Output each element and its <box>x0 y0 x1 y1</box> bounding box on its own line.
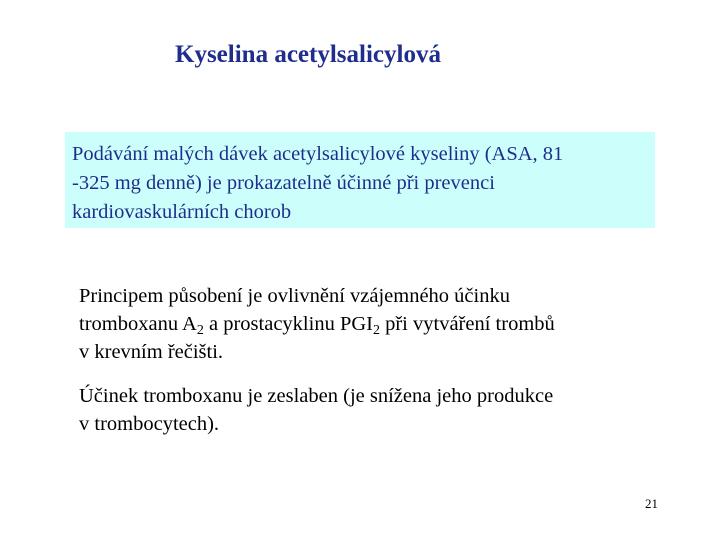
highlight-line: kardiovaskulárních chorob <box>72 201 292 223</box>
paragraph-line: v krevním řečišti. <box>79 341 224 363</box>
paragraph-mechanism <box>79 282 555 366</box>
slide-title: Kyselina acetylsalicylová <box>175 41 441 68</box>
paragraph-line: Principem působení je ovlivnění vzájemného účinku <box>79 285 510 307</box>
paragraph-line <box>79 310 555 338</box>
text-segment: a prostacyklinu PGI <box>203 313 373 335</box>
subscript: 2 <box>196 323 204 338</box>
text-segment: při vytváření trombů <box>379 313 555 335</box>
text-segment: tromboxanu A <box>79 313 197 335</box>
page-number: 21 <box>645 496 658 511</box>
highlight-box <box>65 132 655 228</box>
paragraph-effect <box>79 382 553 438</box>
highlight-line: Podávání malých dávek acetylsalicylové kyseliny (ASA, 81 <box>72 143 564 165</box>
subscript: 2 <box>372 323 380 338</box>
highlight-line: -325 mg denně) je prokazatelně účinné při prevenci <box>72 172 495 194</box>
paragraph-line: v trombocytech). <box>79 413 220 435</box>
paragraph-line: Účinek tromboxanu je zeslaben (je snížena jeho produkce <box>79 385 554 407</box>
